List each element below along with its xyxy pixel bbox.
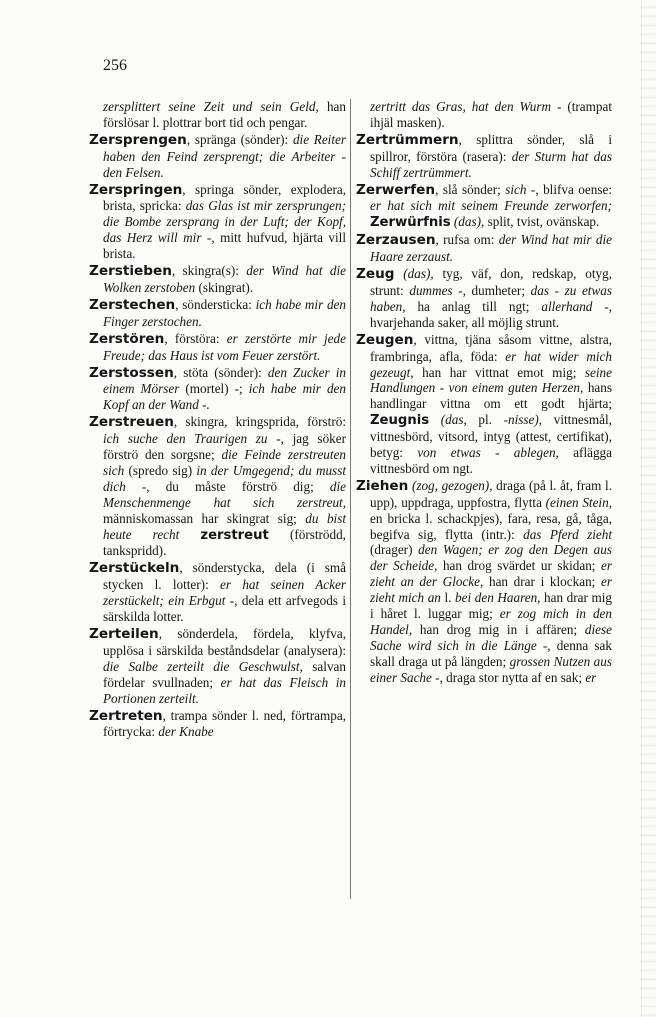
translation-text: , mitt hufvud, hjärta vill brista. [103, 230, 346, 262]
example-text: zersplittert seine Zeit und sein Geld, [103, 99, 319, 114]
headword: Zeug [356, 266, 395, 283]
translation-text [395, 266, 404, 281]
dictionary-entry [89, 297, 346, 330]
example-text: von etwas - ablegen, [417, 445, 559, 461]
translation-text: , förstöra: [164, 330, 227, 346]
translation-text: , jag söker förströ den sorgsne; [103, 431, 346, 463]
translation-text: människomassan har skingrat sig; [103, 510, 306, 526]
example-text: das Pferd zieht [523, 526, 612, 542]
example-text: er zieht mich an [370, 574, 612, 606]
dictionary-entry [356, 132, 612, 181]
example-text: allerhand - [541, 298, 609, 314]
dictionary-entry [89, 331, 346, 364]
translation-text: (skingrat). [195, 279, 254, 295]
translation-text: , vittna, tjäna såsom vittne, alstra, frambringa, afla, föda: [370, 331, 612, 364]
translation-text: (förströdd, tankspridd). [103, 526, 346, 559]
headword: Zeugen [356, 331, 414, 348]
dictionary-entry [89, 414, 346, 559]
example-text: den Wagen; er zog den Degen aus der Scheide, [370, 542, 612, 574]
example-text: seine Handlungen - von einem guten Herzen, [370, 364, 612, 396]
translation-text: , söndersticka: [175, 296, 256, 312]
headword: Zerspringen [89, 181, 183, 198]
example-text: bei den Haaren, [455, 590, 541, 606]
example-text: die Menschenmenge hat sich zerstreut, [103, 478, 346, 510]
translation-text: l. [440, 590, 456, 606]
translation-text: , split, tvist, ovänskap. [481, 214, 600, 230]
translation-text: han drog mig in i affären; [412, 622, 585, 637]
translation-text: ha anlag till ngt; [405, 298, 542, 314]
translation-text: (trampat ihjäl masken). [370, 99, 612, 130]
headword: Zerstückeln [89, 560, 180, 577]
translation-text: , vittnesmål, vittnesbörd, vitsord, intyg (attest, certifikat), betyg: [370, 412, 612, 461]
example-text: ich habe mir den Kopf an der Wand -. [103, 381, 346, 413]
continued-entry [89, 99, 346, 131]
example-text: er hat wider mich gezeugt, [370, 348, 612, 380]
dictionary-entry [89, 708, 346, 741]
headword: Zertrümmern [356, 131, 459, 148]
example-text: das - zu etwas haben, [370, 282, 612, 314]
dictionary-entry [356, 332, 612, 477]
example-text: ich habe mir den Finger zerstochen. [103, 296, 346, 329]
translation-text [429, 412, 441, 427]
translation-text: , splittra sönder, slå i spillror, förstöra (rasera): [370, 131, 612, 164]
example-text: (das, [440, 412, 467, 428]
translation-text: (drager) [370, 542, 419, 558]
column-divider [350, 99, 351, 899]
example-text: dummes - [409, 282, 463, 298]
example-text: sich - [505, 181, 536, 197]
dictionary-entry [89, 263, 346, 296]
example-text: grossen Nutzen aus einer Sache - [370, 653, 612, 685]
headword: Zerstechen [89, 296, 176, 313]
translation-text: aflägga vittnesbörd om ngt. [370, 445, 613, 476]
translation-text: , denna sak skall draga ut på längden; [370, 637, 612, 669]
example-text: du bist heute recht [103, 510, 346, 542]
dictionary-entry [89, 365, 346, 414]
translation-text: salvan fördelar svullnaden; [103, 658, 346, 690]
example-text: das Glas ist mir zersprungen; die Bombe zersprang in der Luft; der Kopf, das Herz will mir - [103, 198, 347, 246]
translation-text: , trampa sönder l. ned, förtrampa, förtrycka: [103, 707, 346, 740]
example-text: der Wind hat die Wolken zerstoben [103, 263, 346, 295]
translation-text: , draga stor nytta af en sak; [439, 669, 586, 685]
inline-headword: Zerwürfnis [370, 215, 451, 231]
example-text: er hat das Fleisch in Portionen zerteilt. [103, 674, 346, 706]
example-text: er zog mich in den Handel, [370, 606, 612, 637]
headword: Zerstreuen [89, 414, 174, 431]
dictionary-entry [356, 232, 612, 265]
translation-text: , draga (på l. åt, fram l. upp), uppdraga, uppfostra, flytta [370, 477, 612, 510]
translation-text: han drar i klockan; [483, 574, 601, 590]
translation-text: han förslösar l. plottrar bort tid och pengar. [103, 99, 346, 130]
example-text: er zerstörte mir jede Freude; das Haus ist vom Feuer zerstört. [103, 330, 346, 363]
example-text: der Knabe [158, 724, 214, 740]
example-text: (zog, gezogen) [411, 477, 490, 493]
translation-text: , skingra(s): [171, 263, 247, 279]
translation-text: , sönderdela, fördela, klyfva, upplösa i särskilda beståndsdelar (analysera): [103, 626, 346, 658]
inline-headword: zerstreut [200, 527, 269, 543]
dictionary-entry [356, 182, 612, 232]
dictionary-entry [89, 182, 346, 263]
example-text: er hat seinen Acker zerstückelt; ein Erbgut - [103, 577, 346, 609]
dictionary-entry [89, 626, 346, 707]
example-text: (das) [453, 214, 481, 230]
scan-edge [640, 0, 656, 1017]
headword: Zerstören [89, 330, 165, 347]
dictionary-entry [89, 560, 346, 625]
example-text: er [585, 669, 597, 685]
example-text: zertritt das Gras, hat den Wurm - [370, 99, 562, 114]
example-text: (das) [403, 266, 431, 282]
example-text: die Salbe zerteilt die Geschwulst, [103, 658, 303, 674]
dictionary-entry [356, 266, 612, 331]
headword: Zerzausen [356, 232, 436, 249]
translation-text: (mortel) -; [179, 381, 249, 397]
translation-text: , spränga (sönder): [186, 131, 293, 147]
headword: Zersprengen [89, 131, 187, 148]
continued-entry [356, 99, 612, 131]
example-text: die Feinde zerstreuten sich [103, 447, 347, 478]
dictionary-entry [89, 132, 346, 181]
example-text: -nisse) [503, 412, 539, 428]
left-column [89, 99, 346, 741]
example-text: der Sturm hat das Schiff zertrümmert. [370, 148, 612, 180]
translation-text: , skingra, kringsprida, förströ: [173, 414, 346, 430]
translation-text: , springa sönder, explodera, brista, spricka: [103, 181, 346, 214]
dictionary-entry [356, 478, 612, 686]
translation-text: hans handlingar vittna om ett godt hjärta; [370, 380, 612, 412]
right-column [356, 99, 612, 687]
headword: Zerstieben [89, 263, 172, 280]
translation-text: han drog svärdet ur skidan; [437, 558, 601, 574]
headword: Zerstossen [89, 364, 174, 381]
example-text: diese Sache wird sich in die Länge - [370, 622, 612, 653]
translation-text: en bricka l. schackpjes), fara, resa, gå, tåga, begifva sig, flytta (intr.): [370, 510, 612, 542]
translation-text: pl. [466, 412, 504, 428]
translation-text: , tyg, väf, don, redskap, otyg, strunt: [370, 266, 612, 298]
headword: Ziehen [356, 477, 409, 494]
example-text: die Reiter haben den Feind zersprengt; die Arbeiter - den Felsen. [103, 131, 346, 180]
translation-text: , sönderstycka, dela (i små stycken l. lotter): [103, 560, 346, 593]
example-text: (einen Stein, [545, 494, 612, 510]
example-text: in der Umgegend; du musst dich - [103, 462, 346, 494]
translation-text: han har vittnat emot mig; [413, 364, 585, 380]
example-text: ich suche den Traurigen zu - [103, 431, 281, 447]
example-text: den Zucker in einem Mörser [103, 364, 346, 397]
translation-text: , dela ett arfvegods i särskilda lotter. [103, 593, 347, 625]
headword: Zerwerfen [356, 181, 436, 198]
translation-text: , slå sönder; [435, 181, 506, 197]
translation-text: , blifva oense: [535, 181, 612, 197]
example-text: er zieht an der Glocke, [370, 558, 612, 590]
inline-headword: Zeugnis [370, 413, 430, 429]
example-text: er hat sich mit seinem Freunde zerworfen; [370, 198, 612, 214]
translation-text: , dumheter; [462, 282, 531, 298]
translation-text: , du måste förströ dig; [146, 478, 330, 494]
headword: Zerteilen [89, 626, 159, 642]
translation-text: , rufsa om: [435, 232, 499, 248]
translation-text: (spredo sig) [124, 462, 197, 478]
headword: Zertreten [89, 707, 163, 724]
example-text: der Wind hat mir die Haare zerzaust. [370, 232, 612, 265]
page-number: 256 [103, 57, 127, 74]
translation-text: , hvarjehanda saker, all möjlig strunt. [370, 298, 613, 330]
translation-text: , stöta (sönder): [173, 364, 268, 380]
translation-text: han drar mig i håret l. luggar mig; [370, 590, 613, 622]
